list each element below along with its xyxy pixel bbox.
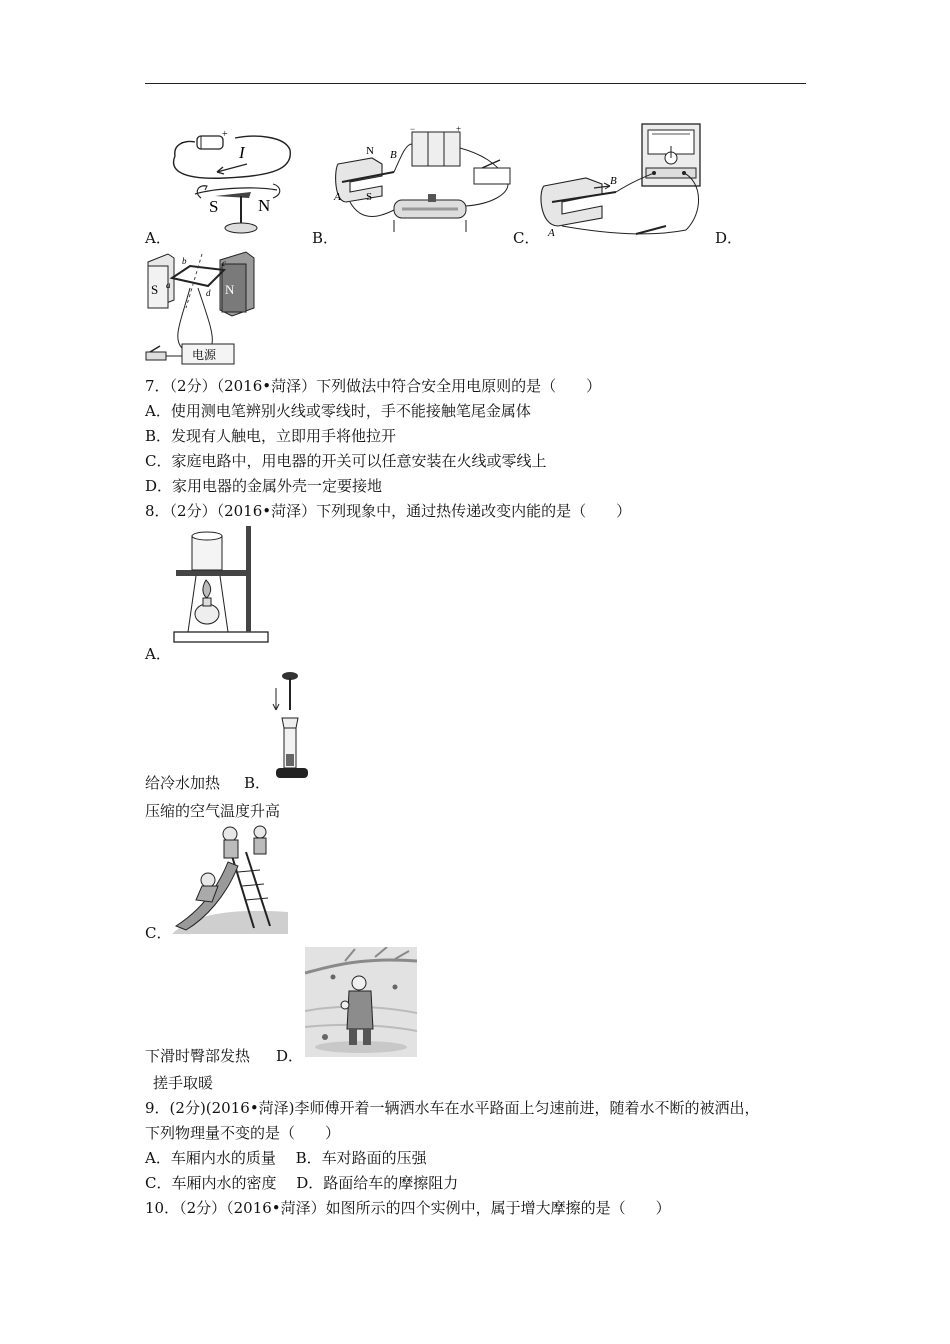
svg-text:+: +	[456, 124, 462, 134]
svg-text:S: S	[151, 282, 159, 297]
svg-text:b: b	[182, 256, 187, 266]
figure-8c-slide	[172, 822, 288, 934]
q7-option-b: B．发现有人触电，立即用手将他拉开	[145, 427, 397, 445]
svg-text:I: I	[239, 143, 245, 162]
svg-text:−: −	[181, 137, 188, 149]
q8-label-a: A．	[145, 645, 171, 663]
q6-label-c: C．	[513, 229, 540, 247]
figure-8b-compression-cylinder	[266, 670, 312, 782]
q7-option-a: A．使用测电笔辨别火线或零线时，手不能接触笔尾金属体	[145, 402, 531, 420]
q9-options-ab: A．车厢内水的质量 B．车对路面的压强	[145, 1149, 427, 1167]
q10-stem: 10．（2分）（2016•菏泽）如图所示的四个实例中，属于增大摩擦的是（ ）	[145, 1199, 671, 1217]
q7-option-c: C．家庭电路中，用电器的开关可以任意安装在火线或零线上	[145, 452, 547, 470]
q6-label-d: D．	[715, 229, 743, 247]
q6-label-b: B．	[312, 229, 339, 247]
svg-text:A: A	[548, 227, 555, 239]
q7-stem: 7．（2分）（2016•菏泽）下列做法中符合安全用电原则的是（ ）	[145, 377, 602, 395]
q9-options-cd: C．车厢内水的密度 D．路面给车的摩擦阻力	[145, 1174, 459, 1192]
svg-text:S: S	[209, 197, 219, 216]
svg-text:N: N	[225, 282, 235, 297]
svg-text:A: A	[334, 191, 341, 203]
q7-option-d: D．家用电器的金属外壳一定要接地	[145, 477, 383, 495]
q8-caption-c: 下滑时臀部发热	[145, 1047, 251, 1065]
figure-8a-heating-water	[170, 524, 275, 646]
q9-stem-line2: 下列物理量不变的是（ ）	[145, 1124, 341, 1142]
q8-caption-a: 给冷水加热	[145, 774, 221, 792]
svg-text:B: B	[390, 149, 397, 161]
q8-label-b: B．	[244, 774, 271, 792]
q8-label-c: C．	[145, 924, 172, 942]
svg-text:d: d	[206, 288, 211, 298]
q8-label-d: D．	[276, 1047, 304, 1065]
svg-text:+: +	[222, 129, 228, 140]
figure-8d-rubbing-hands	[305, 947, 417, 1057]
figure-6d-coil-motor	[142, 248, 262, 368]
svg-text:电源: 电源	[192, 348, 217, 362]
svg-text:S: S	[366, 191, 373, 203]
svg-text:B: B	[610, 175, 617, 187]
svg-text:N: N	[366, 145, 374, 157]
header-rule	[145, 83, 806, 84]
q8-caption-b: 压缩的空气温度升高	[145, 802, 281, 820]
q8-caption-d: 搓手取暖	[153, 1074, 214, 1092]
svg-text:c: c	[222, 258, 226, 268]
svg-text:−: −	[410, 124, 416, 134]
figure-6a-oersted	[165, 128, 300, 240]
q8-stem: 8．（2分）（2016•菏泽）下列现象中，通过热传递改变内能的是（ ）	[145, 502, 632, 520]
q9-stem-line1: 9．(2分)(2016•菏泽)李师傅开着一辆洒水车在水平路面上匀速前进，随着水不断的被洒出，	[145, 1099, 760, 1117]
figure-6b-motor-circuit	[332, 124, 517, 240]
figure-6c-induction	[536, 122, 706, 240]
q6-label-a: A．	[145, 229, 171, 247]
svg-text:N: N	[258, 196, 271, 215]
svg-text:a: a	[166, 280, 171, 290]
